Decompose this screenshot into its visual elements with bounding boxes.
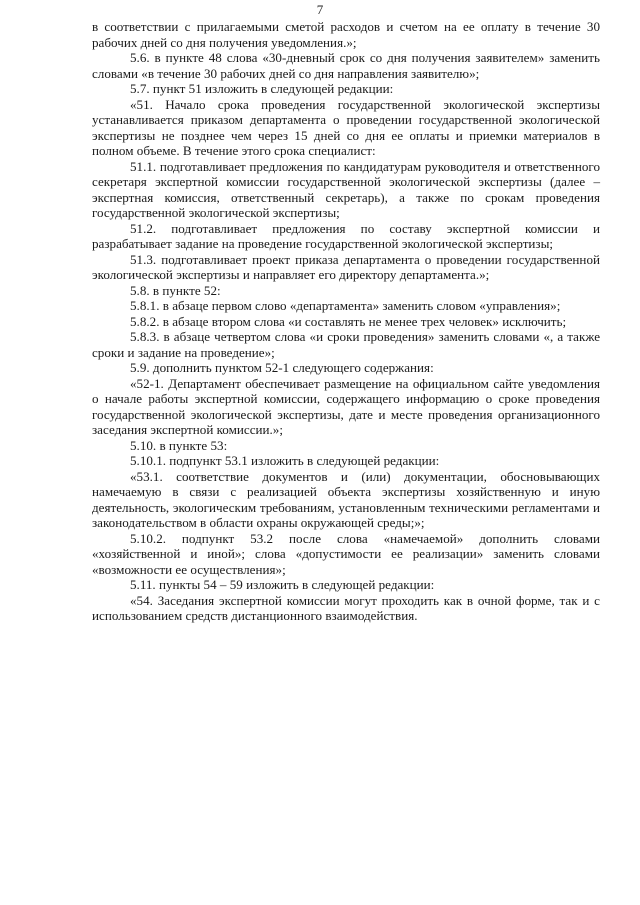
paragraph-5-9: 5.9. дополнить пунктом 52-1 следующего содержания:: [130, 360, 434, 375]
paragraph-52-1: «52-1. Департамент обеспечивает размещение на официальном сайте уведомления о начале работы экспертной комиссии, содержащего информацию о сроке проведения государственной экологической экспертизы, дате и месте проведения организационного заседания экспертной комиссии.»;: [92, 375, 600, 437]
paragraph-51: «51. Начало срока проведения государственной экологической экспертизы устанавливается приказом департамента о проведении государственной экологической экспертизы не позднее чем через 15 дней со дня ее оплаты и приемки материалов в полном объеме. В течение этого срока специалист:: [92, 96, 600, 158]
paragraph-5-6: 5.6. в пункте 48 слова «30-дневный срок со дня получения заявителем» заменить словами «в течение 30 рабочих дней со дня направления заявителю»;: [92, 50, 600, 81]
paragraph-53-1: «53.1. соответствие документов и (или) документации, обосновывающих намечаемую в связи с реализацией объекта экспертизы хозяйственную и иную деятельность, экологическим требованиям, установленным техническими регламентами и законодательством в области охраны окружающей среды;»;: [92, 468, 600, 530]
paragraph-5-11: 5.11. пункты 54 – 59 изложить в следующей редакции:: [130, 577, 435, 592]
paragraph-51-3: 51.3. подготавливает проект приказа департамента о проведении государственной экологической экспертизы и направляет его директору департамента.»;: [92, 251, 600, 282]
paragraph-5-8-3: 5.8.3. в абзаце четвертом слова «и сроки проведения» заменить словами «, а также сроки и задание на проведение»;: [92, 329, 600, 360]
document-body: [92, 19, 600, 624]
paragraph-5-7: 5.7. пункт 51 изложить в следующей редакции:: [130, 81, 394, 96]
paragraph-5-8: 5.8. в пункте 52:: [130, 282, 221, 298]
paragraph-5-8-2: 5.8.2. в абзаце втором слова «и составлять не менее трех человек» исключить;: [130, 313, 567, 329]
page-number: 7: [316, 2, 324, 17]
paragraph-51-2: 51.2. подготавливает предложения по составу экспертной комиссии и разрабатывает задание на проведение государственной экологической экспертизы;: [92, 220, 600, 251]
paragraph-5-10: 5.10. в пункте 53:: [130, 437, 228, 453]
paragraph-5-10-1: 5.10.1. подпункт 53.1 изложить в следующей редакции:: [130, 453, 440, 468]
paragraph-5-8-1: 5.8.1. в абзаце первом слово «департамента» заменить словом «управления»;: [130, 298, 561, 313]
paragraph-54: «54. Заседания экспертной комиссии могут проходить как в очной форме, так и с использованием средств дистанционного взаимодействия.: [92, 592, 600, 623]
paragraph-5-10-2: 5.10.2. подпункт 53.2 после слова «намечаемой» дополнить словами «хозяйственной и иной»; слова «допустимости ее реализации» заменить словами «возможности ее осуществления»;: [92, 530, 600, 577]
paragraph-continuation: в соответствии с прилагаемыми сметой расходов и счетом на ее оплату в течение 30 рабочих дней со дня получения уведомления.»;: [92, 19, 600, 50]
paragraph-51-1: 51.1. подготавливает предложения по кандидатурам руководителя и ответственного секретаря экспертной комиссии государственной экологической экспертизы (далее – экспертная комиссия, ответственный секретарь), а также по срокам проведения государственной экологической экспертизы;: [92, 158, 600, 220]
